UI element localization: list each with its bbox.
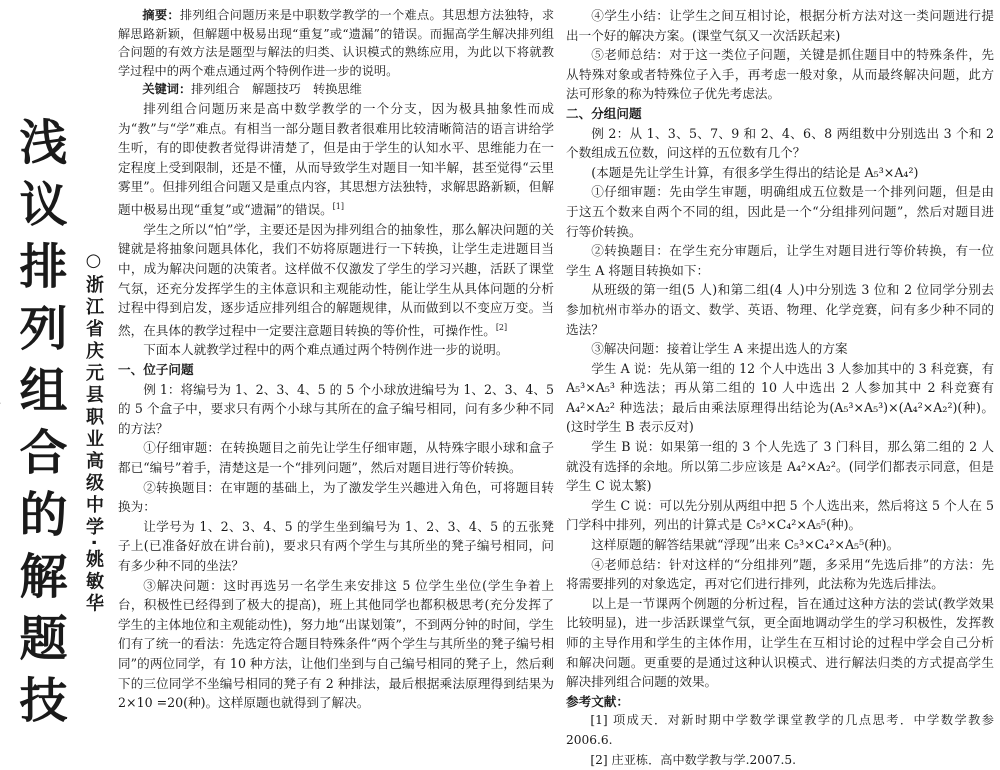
s1-step-5: ④学生小结：让学生之间互相讨论，根据分析方法对这一类问题进行提出一个好的解决方案。(课堂气氛又一次活跃起来) (566, 8, 994, 43)
footnote-mark-2: [2] (495, 322, 508, 332)
example-2-note: (本题是先让学生计算，有很多学生得出的结论是 A₅³×A₄²) (591, 164, 919, 180)
example-2: 例 2：从 1、3、5、7、9 和 2、4、6、8 两组数中分别选出 3 个和 2 个数组成五位数，问这样的五位数有几个？ (566, 125, 994, 161)
abstract (118, 6, 554, 80)
article-title: 浅议排列组合的解题技 (11, 117, 67, 737)
s2-step-1: ①仔细审题：先由学生审题，明确组成五位数是一个排列问题，但是由于这五个数来自两个不同的组，因此是一个“分组排列问题”，然后对题目进行等价转换。 (566, 184, 994, 239)
intro-paragraph-3: 下面本人就教学过程中的两个难点通过两个特例作进一步的说明。 (143, 342, 509, 358)
s1-step-2: ②转换题目：在审题的基础上，为了激发学生兴趣进入角色，可将题目转换为： (118, 479, 554, 515)
keywords (118, 80, 554, 99)
s1-step-6: ⑤老师总结：对于这一类位子问题，关键是抓住题目中的特殊条件，先从特殊对象或者特殊位子入手，再考虑一般对象，从而最终解决问题，此方法可形象的称为特殊位子优先考虑法。 (566, 47, 994, 102)
s2-step-10: 以上是一节课两个例题的分析过程，旨在通过这种方法的尝试(教学效果比较明显)，进一步活跃课堂气氛，更全面地调动学生的学习积极性，发挥教师的主导作用和学生的主体作用，让学生在互相讨论的过程中学会自己分析和解决问题。更重要的是通过这种认识模式、进行解法归类的方式提高学生解决排列组合问题的效果。 (566, 595, 994, 690)
s2-step-5: 学生 A 说：先从第一组的 12 个人中选出 3 人参加其中的 3 科竞赛，有 A₅³×A₅³ 种选法；再从第二组的 10 人中选出 2 人参加其中 2 科竞赛有 A₄²×A₂² 种选法；最后由乘法原理得出结论为(A₅³×A₅³)×(A₄²×A₂²)(种)。(这时学生 B 表示反对) (566, 360, 994, 435)
s1-step-3: 让学号为 1、2、3、4、5 的学生坐到编号为 1、2、3、4、5 的五张凳子上(已准备好放在讲台前)，要求只有两个学生与其所坐的凳子编号相同，问有多少种不同的坐法？ (118, 518, 554, 573)
right-column (566, 6, 994, 770)
s2-step-7: 学生 C 说：可以先分别从两组中把 5 个人选出来，然后将这 5 个人在 5 门学科中排列，列出的计算式是 C₅³×C₄²×A₅⁵(种)。 (566, 497, 994, 533)
s1-step-1: ①仔细审题：在转换题目之前先让学生仔细审题，从特殊字眼小球和盒子都已“编号”着手，清楚这是一个“排列问题”，然后对题目进行等价转换。 (118, 440, 554, 476)
s1-step-4: ③解决问题：这时再选另一名学生来安排这 5 位学生坐位(学生争着上台，积极性已经得到了极大的提高)，班上其他同学也都积极思考(充分发挥了学生的主体地位和主观能动性)，努力地“出谋划策”，不到两分钟的时间，学生们有了统一的看法：先选定符合题目特殊条件“两个学生与其所坐的凳子编号相同”的两位同学，有 10 种方法，让他们坐到与自己编号相同的凳子上，然后剩下的三位同学不坐编号相同的凳子有 2 种排法，最后根据乘法原理得到结果为 2×10 =20(种)。这样原题也就得到了解决。 (118, 577, 554, 711)
s2-step-8: 这样原题的解答结果就“浮现”出来 C₅³×C₄²×A₅⁵(种)。 (591, 537, 900, 553)
footnote-mark-1: [1] (332, 201, 345, 211)
keywords-label: 关键词： (142, 82, 192, 97)
s2-step-6: 学生 B 说：如果第一组的 3 个人先选了 3 门科目，那么第二组的 2 人就没有选择的余地。所以第二步应该是 A₄²×A₂²。(同学们都表示同意，但是学生 C 说太繁) (566, 439, 994, 494)
left-column (118, 6, 554, 713)
references-heading: 参考文献： (566, 693, 629, 709)
s2-step-3: 从班级的第一组(5 人)和第二组(4 人)中分别选 3 位和 2 位同学分别去参加杭州市举办的语文、数学、英语、物理、化学竞赛，问有多少种不同的选法？ (566, 282, 994, 337)
abstract-text: 排列组合问题历来是中职数学教学的一个难点。其思想方法独特，求解思路新颖，但解题中极易出现“重复”或“遗漏”的错误。而掘高学生解决排列组合问题的有效方法是题型与解法的归类、认识模式的熟练应用，为此以下将就教学过程中的两个难点通过两个特例作进一步的说明。 (118, 8, 555, 78)
intro-paragraph-1: 排列组合问题历来是高中数学教学的一个分支，因为极具抽象性而成为“教”与“学”难点。有相当一部分题目教者很难用比较清晰简洁的语言讲给学生听，有的即使教者觉得讲清楚了，但是由于学生的认知水平、思维能力在一定程度上受到限制，还是不懂，从而导致学生对题目一知半解，甚至觉得“云里雾里”。但排列组合问题又是重点内容，其思想方法独特，求解思路新颖，但解题中极易出现“重复”或“遗漏”的错误。[1] (118, 100, 554, 218)
section-2-heading: 二、分组问题 (566, 105, 642, 121)
reference-1: [1] 项成天．对新时期中学数学课堂教学的几点思考．中学数学教参 2006.6. (566, 713, 994, 747)
abstract-label: 摘要： (142, 8, 180, 22)
s2-step-2: ②转换题目：在学生充分审题后，让学生对题目进行等价转换，有一位学生 A 将题目转换如下： (566, 243, 994, 278)
author-byline: ○浙江省庆元县职业高级中学·姚敏华 (83, 250, 104, 616)
keywords-text: 排列组合 解题技巧 转换思维 (191, 82, 362, 97)
section-1-heading: 一、位子问题 (118, 362, 194, 378)
reference-2: [2] 庄亚栋．高中数学教与学.2007.5. (590, 752, 796, 767)
s2-step-9: ④老师总结：针对这样的“分组排列”题，多采用“先选后排”的方法：先将需要排列的对象选定，再对它们进行排列，此法称为先选后排法。 (566, 556, 994, 592)
intro-paragraph-2: 学生之所以“怕”学，主要还是因为排列组合的抽象性，那么解决问题的关键就是将抽象问题具体化，我们不妨将原题进行一下转换，让学生走进题目当中，成为解决问题的决策者。这样做不仅激发了学生的学习兴趣，活跃了课堂气氛，还充分发挥学生的主体意识和主观能动性，能让学生从具体问题的分析过程中得到启发，逐步适应排列组合的解题规律，从而做到以不变应万变。当然，在具体的教学过程中一定要注意题目转换的等价性，可操作性。[2] (118, 221, 554, 338)
s2-step-4: ③解决问题：接着让学生 A 来提出选人的方案 (591, 341, 848, 357)
example-1: 例 1：将编号为 1、2、3、4、5 的 5 个小球放进编号为 1、2、3、4、5 的 5 个盒子中，要求只有两个小球与其所在的盒子编号相同，问有多少种不同的方法？ (118, 381, 554, 436)
